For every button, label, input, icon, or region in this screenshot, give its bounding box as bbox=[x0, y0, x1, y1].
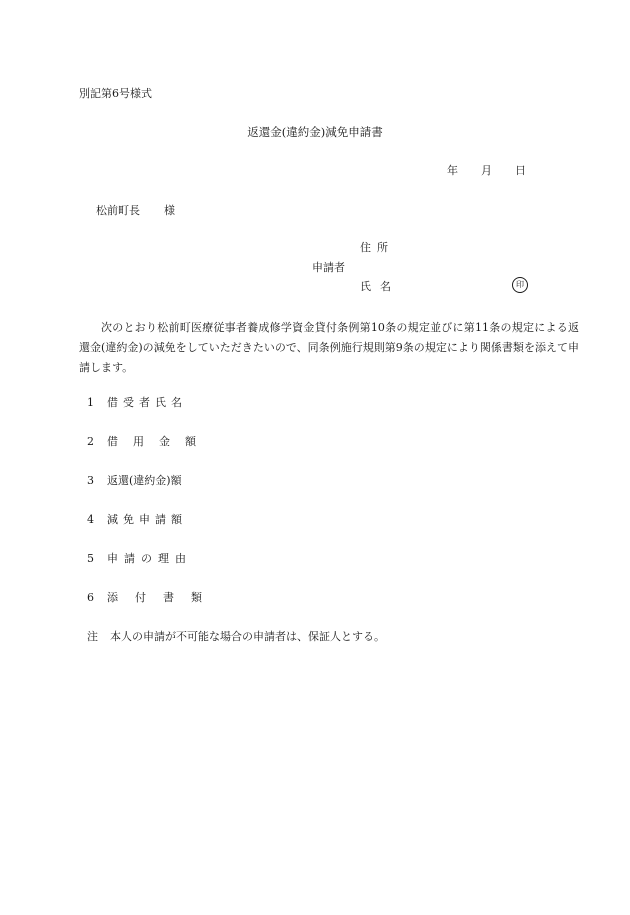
list-item bbox=[87, 591, 219, 605]
item-label: 借受者氏名 bbox=[107, 396, 187, 409]
item-label: 返還(違約金)額 bbox=[107, 474, 182, 487]
item-label: 減免申請額 bbox=[107, 513, 187, 526]
address-label: 住所 bbox=[360, 241, 394, 254]
recipient bbox=[96, 204, 175, 218]
recipient-honorific: 様 bbox=[164, 204, 175, 217]
item-number: 3 bbox=[87, 474, 94, 487]
footnote-text: 本人の申請が不可能な場合の申請者は、保証人とする。 bbox=[110, 630, 385, 643]
list-item bbox=[87, 474, 182, 488]
item-number: 6 bbox=[87, 591, 94, 604]
form-number: 別記第6号様式 bbox=[79, 87, 152, 100]
applicant-label: 申請者 bbox=[312, 261, 345, 274]
item-number: 4 bbox=[87, 513, 94, 526]
footnote-label: 注 bbox=[87, 630, 98, 643]
item-number: 2 bbox=[87, 435, 94, 448]
list-item bbox=[87, 552, 192, 566]
document-title: 返還金(違約金)減免申請書 bbox=[247, 125, 383, 139]
list-item bbox=[87, 513, 187, 527]
date-month-label: 月 bbox=[481, 164, 492, 177]
item-label: 申請の理由 bbox=[107, 552, 192, 565]
seal-mark: 印 bbox=[512, 277, 528, 293]
list-item bbox=[87, 435, 211, 449]
body-paragraph: 次のとおり松前町医療従事者養成修学資金貸付条例第10条の規定並びに第11条の規定による返還金(違約金)の減免をしていただきたいので、同条例施行規則第9条の規定により関係書類を添えて申請します。 bbox=[79, 321, 579, 374]
footnote bbox=[87, 630, 385, 644]
item-label: 借用金額 bbox=[107, 435, 211, 448]
name-label: 氏名 bbox=[360, 280, 400, 293]
date-day-label: 日 bbox=[515, 164, 526, 177]
item-label: 添付書類 bbox=[107, 591, 219, 604]
recipient-name: 松前町長 bbox=[96, 204, 140, 217]
date-year-label: 年 bbox=[447, 164, 458, 177]
item-number: 5 bbox=[87, 552, 94, 565]
item-number: 1 bbox=[87, 396, 94, 409]
list-item bbox=[87, 396, 187, 410]
